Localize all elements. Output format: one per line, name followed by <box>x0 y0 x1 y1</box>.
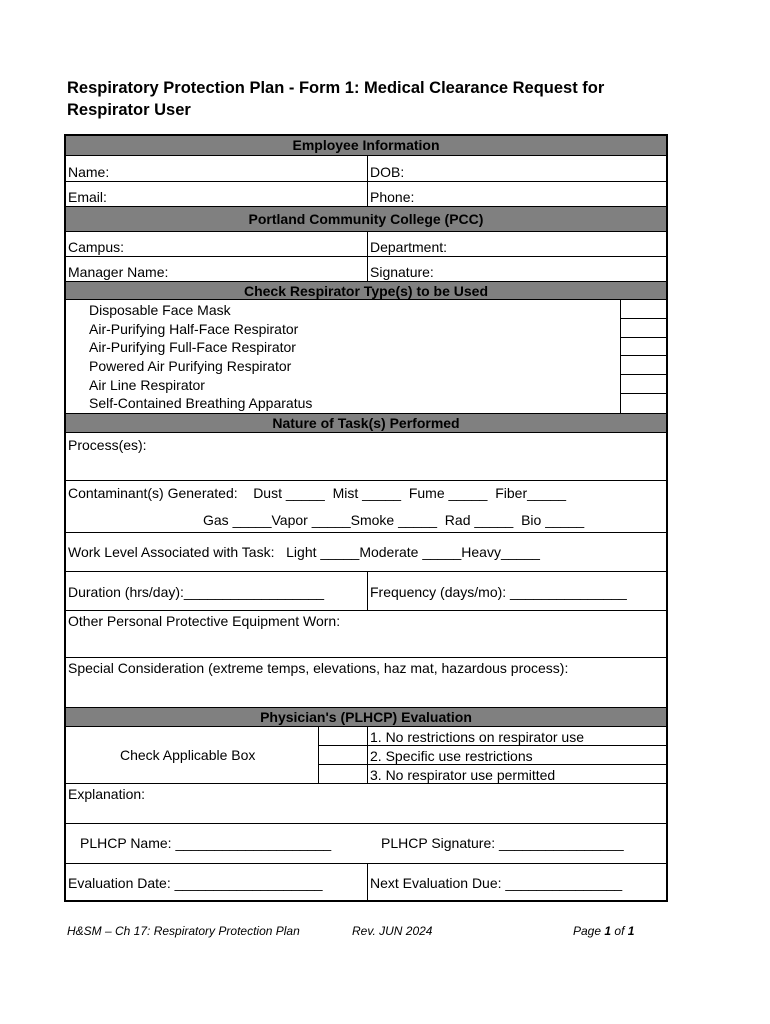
phone-label: Phone: <box>370 189 415 205</box>
respirator-type-label: Powered Air Purifying Respirator <box>89 358 292 374</box>
respirator-checkbox[interactable] <box>621 394 666 413</box>
row-divider <box>66 657 666 658</box>
respirator-checkbox[interactable] <box>621 375 666 394</box>
page-total: 1 <box>627 924 635 938</box>
respirator-type-label: Self-Contained Breathing Apparatus <box>89 395 313 411</box>
check-applicable-label: Check Applicable Box <box>120 747 256 763</box>
contaminant-line: Gas _____Vapor _____Smoke _____ Rad _____ Bio _____ <box>203 512 585 528</box>
row-divider <box>66 610 666 611</box>
respirator-type-label: Air Line Respirator <box>89 377 205 393</box>
work-level: Work Level Associated with Task: Light _____Moderate _____Heavy_____ <box>68 544 540 560</box>
respirator-type-label: Air-Purifying Full-Face Respirator <box>89 339 296 355</box>
signature-label: Signature: <box>370 264 434 280</box>
campus-label: Campus: <box>68 239 125 255</box>
page-word: Page <box>573 924 602 938</box>
task-header: Nature of Task(s) Performed <box>66 413 666 433</box>
row-divider <box>66 532 666 533</box>
plhcp-signature-field: PLHCP Signature: ________________ <box>381 835 624 851</box>
respirator-checkbox[interactable] <box>621 319 666 338</box>
column-divider <box>367 232 368 281</box>
evaluation-option: 1. No restrictions on respirator use <box>370 729 584 745</box>
dob-label: DOB: <box>370 164 405 180</box>
column-divider <box>367 727 368 783</box>
ppe-label: Other Personal Protective Equipment Worn: <box>68 613 341 629</box>
of-word: of <box>614 924 625 938</box>
row-divider <box>368 745 666 746</box>
explanation-label: Explanation: <box>68 786 146 802</box>
row-divider <box>66 783 666 784</box>
contaminant-line: Contaminant(s) Generated: Dust _____ Mist _____ Fume _____ Fiber_____ <box>68 485 567 501</box>
email-label: Email: <box>68 189 107 205</box>
employee-info-header: Employee Information <box>66 136 666 156</box>
physician-header: Physician's (PLHCP) Evaluation <box>66 707 666 727</box>
column-divider <box>367 571 368 610</box>
page-title: Respiratory Protection Plan - Form 1: Medical Clearance Request for Respirator User <box>67 79 605 119</box>
column-divider <box>367 156 368 206</box>
row-divider <box>66 256 666 257</box>
plhcp-name-field: PLHCP Name: ____________________ <box>80 835 332 851</box>
respirator-checkbox[interactable] <box>621 338 666 356</box>
name-label: Name: <box>68 164 110 180</box>
medical-clearance-form <box>64 134 668 902</box>
evaluation-checkbox[interactable] <box>319 746 367 765</box>
respirator-type-label: Air-Purifying Half-Face Respirator <box>89 321 299 337</box>
row-divider <box>66 823 666 824</box>
special-consideration-label: Special Consideration (extreme temps, elevations, haz mat, hazardous process): <box>68 660 569 676</box>
row-divider <box>66 181 666 182</box>
manager-name-label: Manager Name: <box>68 264 169 280</box>
evaluation-option: 3. No respirator use permitted <box>370 767 556 783</box>
footer-revision: Rev. JUN 2024 <box>352 924 433 938</box>
respirator-types-header: Check Respirator Type(s) to be Used <box>66 281 666 300</box>
evaluation-checkbox[interactable] <box>319 765 367 783</box>
evaluation-date-field: Evaluation Date: ___________________ <box>68 875 323 891</box>
row-divider <box>66 571 666 572</box>
footer-document-title: H&SM – Ch 17: Respiratory Protection Plan <box>67 924 300 938</box>
evaluation-checkbox[interactable] <box>319 727 367 746</box>
row-divider <box>66 863 666 864</box>
page-current: 1 <box>604 924 612 938</box>
footer-page-number <box>573 924 634 938</box>
department-label: Department: <box>370 239 448 255</box>
pcc-header: Portland Community College (PCC) <box>66 206 666 232</box>
process-label: Process(es): <box>68 437 147 453</box>
evaluation-option: 2. Specific use restrictions <box>370 748 533 764</box>
row-divider <box>368 764 666 765</box>
respirator-checkbox[interactable] <box>621 356 666 375</box>
frequency-field: Frequency (days/mo): _______________ <box>370 584 627 600</box>
row-divider <box>66 480 666 481</box>
column-divider <box>367 863 368 900</box>
next-evaluation-field: Next Evaluation Due: _______________ <box>370 875 623 891</box>
duration-field: Duration (hrs/day):__________________ <box>68 584 325 600</box>
respirator-type-label: Disposable Face Mask <box>89 302 231 318</box>
respirator-checkbox[interactable] <box>621 300 666 319</box>
